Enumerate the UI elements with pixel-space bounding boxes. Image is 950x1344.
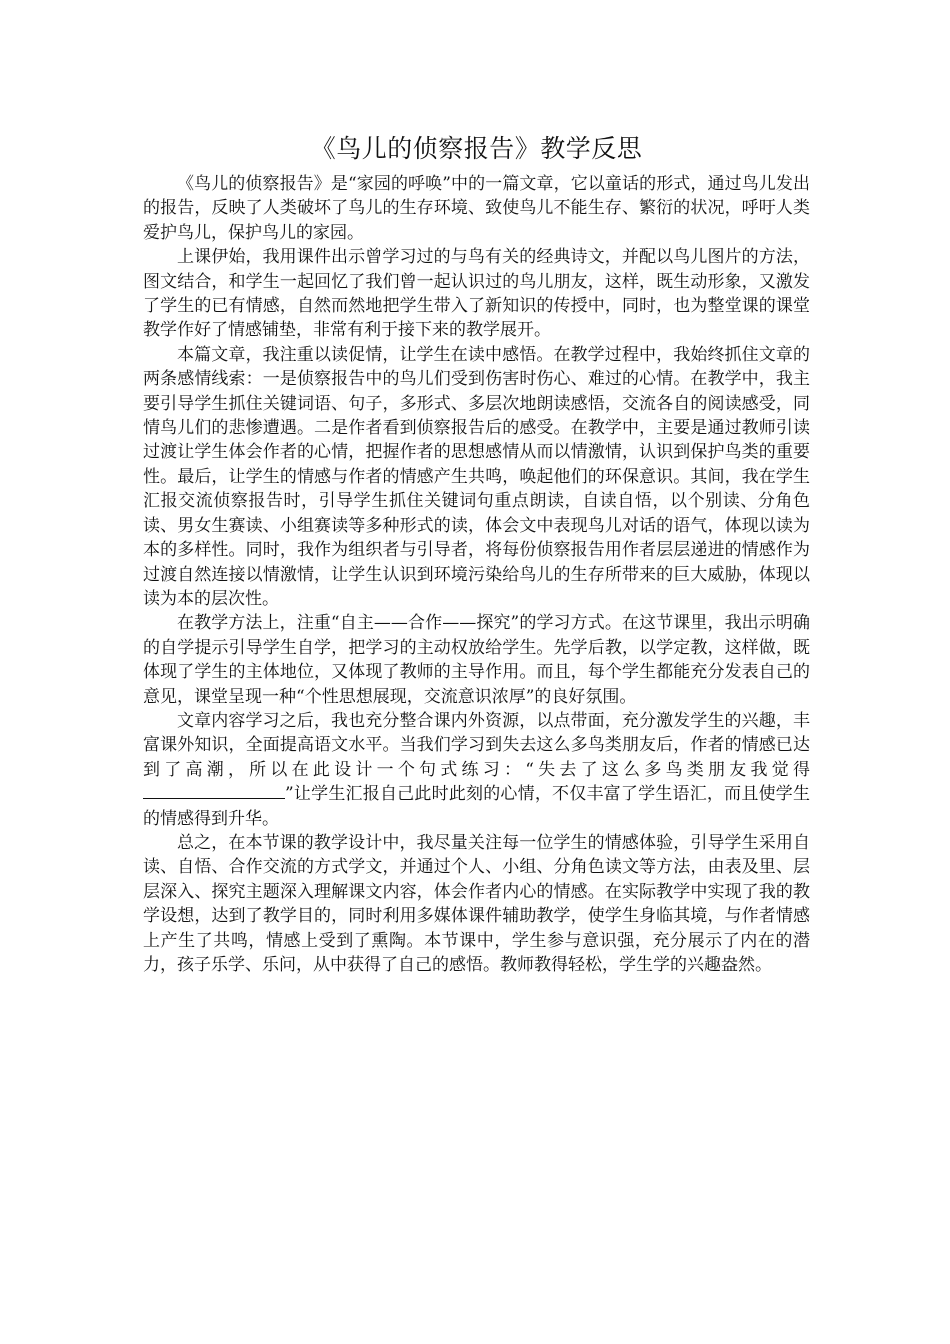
paragraph-5 [143,709,810,831]
paragraph-2: 上课伊始，我用课件出示曾学习过的与鸟有关的经典诗文，并配以鸟儿图片的方法，图文结合，和学生一起回忆了我们曾一起认识过的鸟儿朋友，这样，既生动形象，又激发了学生的已有情感，自然而然地把学生带入了新知识的传授中，同时，也为整堂课的课堂教学作好了情感铺垫，非常有利于接下来的教学展开。 [143,247,810,341]
document-body [143,130,810,977]
fill-in-blank-line [143,782,285,799]
paragraph-5-text-before-blank: 文章内容学习之后，我也充分整合课内外资源，以点带面，充分激发学生的兴趣，丰富课外知识，全面提高语文水平。当我们学习到失去这么多鸟类朋友后，作者的情感已达到了高潮，所以在此设计一个句式练习：“失去了这么多鸟类朋友我觉得 [143,710,810,780]
paragraph-6: 总之，在本节课的教学设计中，我尽量关注每一位学生的情感体验，引导学生采用自读、自悟、合作交流的方式学文，并通过个人、小组、分角色读文等方法，由表及里、层层深入、探究主题深入理解课文内容，体会作者内心的情感。在实际教学中实现了我的教学设想，达到了教学目的，同时利用多媒体课件辅助教学，使学生身临其境，与作者情感上产生了共鸣，情感上受到了熏陶。本节课中，学生参与意识强，充分展示了内在的潜力，孩子乐学、乐问，从中获得了自己的感悟。教师教得轻松，学生学的兴趣盎然。 [143,832,810,975]
paragraph-5-text-after-blank: ”让学生汇报自己此时此刻的心情，不仅丰富了学生语汇，而且使学生的情感得到升华。 [143,784,810,829]
paragraph-3: 本篇文章，我注重以读促情，让学生在读中感悟。在教学过程中，我始终抓住文章的两条感情线索：一是侦察报告中的鸟儿们受到伤害时伤心、难过的心情。在教学中，我主要引导学生抓住关键词语、句子，多形式、多层次地朗读感悟，交流各自的阅读感受，同情鸟儿们的悲惨遭遇。二是作者看到侦察报告后的感受。在教学中，主要是通过教师引读过渡让学生体会作者的心情，把握作者的思想感情从而以情激情，认识到保护鸟类的重要性。最后，让学生的情感与作者的情感产生共鸣，唤起他们的环保意识。其间，我在学生汇报交流侦察报告时，引导学生抓住关键词句重点朗读，自读自悟，以个别读、分角色读、男女生赛读、小组赛读等多种形式的读，体会文中表现鸟儿对话的语气，体现以读为本的多样性。同时，我作为组织者与引导者，将每份侦察报告用作者层层递进的情感作为过渡自然连接以情激情，让学生认识到环境污染给鸟儿的生存所带来的巨大威胁，体现以读为本的层次性。 [143,344,810,609]
paragraph-1: 《鸟儿的侦察报告》是“家园的呼唤”中的一篇文章，它以童话的形式，通过鸟儿发出的报告，反映了人类破坏了鸟儿的生存环境、致使鸟儿不能生存、繁衍的状况，呼吁人类爱护鸟儿，保护鸟儿的家园。 [143,174,810,243]
document-title: 《鸟儿的侦察报告》教学反思 [310,134,643,163]
paragraph-4: 在教学方法上，注重“自主——合作——探究”的学习方式。在这节课里，我出示明确的自学提示引导学生自学，把学习的主动权放给学生。先学后教，以学定教，这样做，既体现了学生的主体地位，又体现了教师的主导作用。而且，每个学生都能充分发表自己的意见，课堂呈现一种“个性思想展现，交流意识浓厚”的良好氛围。 [143,613,810,707]
